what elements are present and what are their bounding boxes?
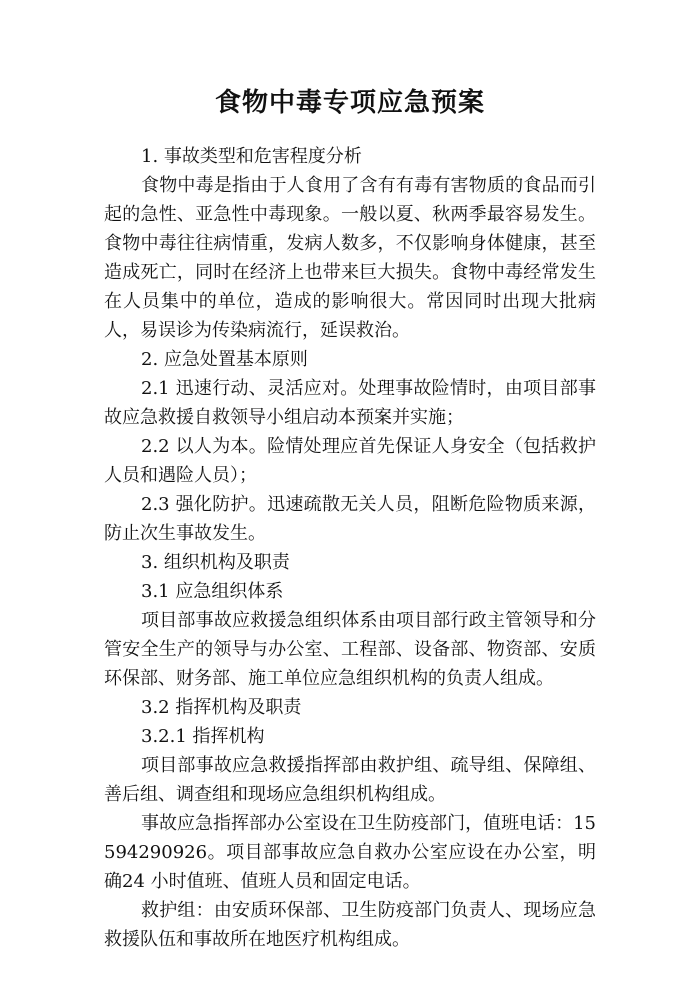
principle-2-2: 2.2 以人为本。险情处理应首先保证人身安全（包括救护人员和遇险人员）； bbox=[104, 436, 596, 486]
paragraph-organization-system: 项目部事故应救援急组织体系由项目部行政主管领导和分管安全生产的领导与办公室、工程部、设备部、物资部、安质环保部、财务部、施工单位应急组织机构的负责人组成。 bbox=[104, 610, 596, 689]
paragraph-rescue-team: 救护组：由安质环保部、卫生防疫部门负责人、现场应急救援队伍和事故所在地医疗机构组成。 bbox=[104, 900, 596, 950]
section-heading-3: 3. 组织机构及职责 bbox=[141, 552, 290, 573]
paragraph-command-structure: 项目部事故应急救援指挥部由救护组、疏导组、保障组、善后组、调查组和现场应急组织机构组成。 bbox=[104, 755, 596, 805]
section-heading-2: 2. 应急处置基本原则 bbox=[141, 349, 308, 370]
subsection-heading-3-2: 3.2 指挥机构及职责 bbox=[141, 697, 302, 718]
document-body bbox=[104, 142, 596, 954]
section-heading-1: 1. 事故类型和危害程度分析 bbox=[141, 146, 362, 167]
principle-2-1: 2.1 迅速行动、灵活应对。处理事故险情时，由项目部事故应急救援自救领导小组启动本预案并实施； bbox=[104, 378, 596, 428]
principle-2-3: 2.3 强化防护。迅速疏散无关人员，阻断危险物质来源，防止次生事故发生。 bbox=[104, 494, 596, 544]
subsection-heading-3-1: 3.1 应急组织体系 bbox=[141, 581, 284, 602]
subsection-heading-3-2-1: 3.2.1 指挥机构 bbox=[141, 726, 265, 747]
paragraph-command-office: 事故应急指挥部办公室设在卫生防疫部门，值班电话：15594290926。项目部事故应急自救办公室应设在办公室，明确24 小时值班、值班人员和固定电话。 bbox=[104, 813, 596, 892]
paragraph-hazard-analysis: 食物中毒是指由于人食用了含有有毒有害物质的食品而引起的急性、亚急性中毒现象。一般以夏、秋两季最容易发生。食物中毒往往病情重，发病人数多，不仅影响身体健康，甚至造成死亡，同时在经济上也带来巨大损失。食物中毒经常发生在人员集中的单位，造成的影响很大。常因同时出现大批病人，易误诊为传染病流行，延误救治。 bbox=[104, 175, 596, 341]
document-title: 食物中毒专项应急预案 bbox=[214, 88, 485, 118]
